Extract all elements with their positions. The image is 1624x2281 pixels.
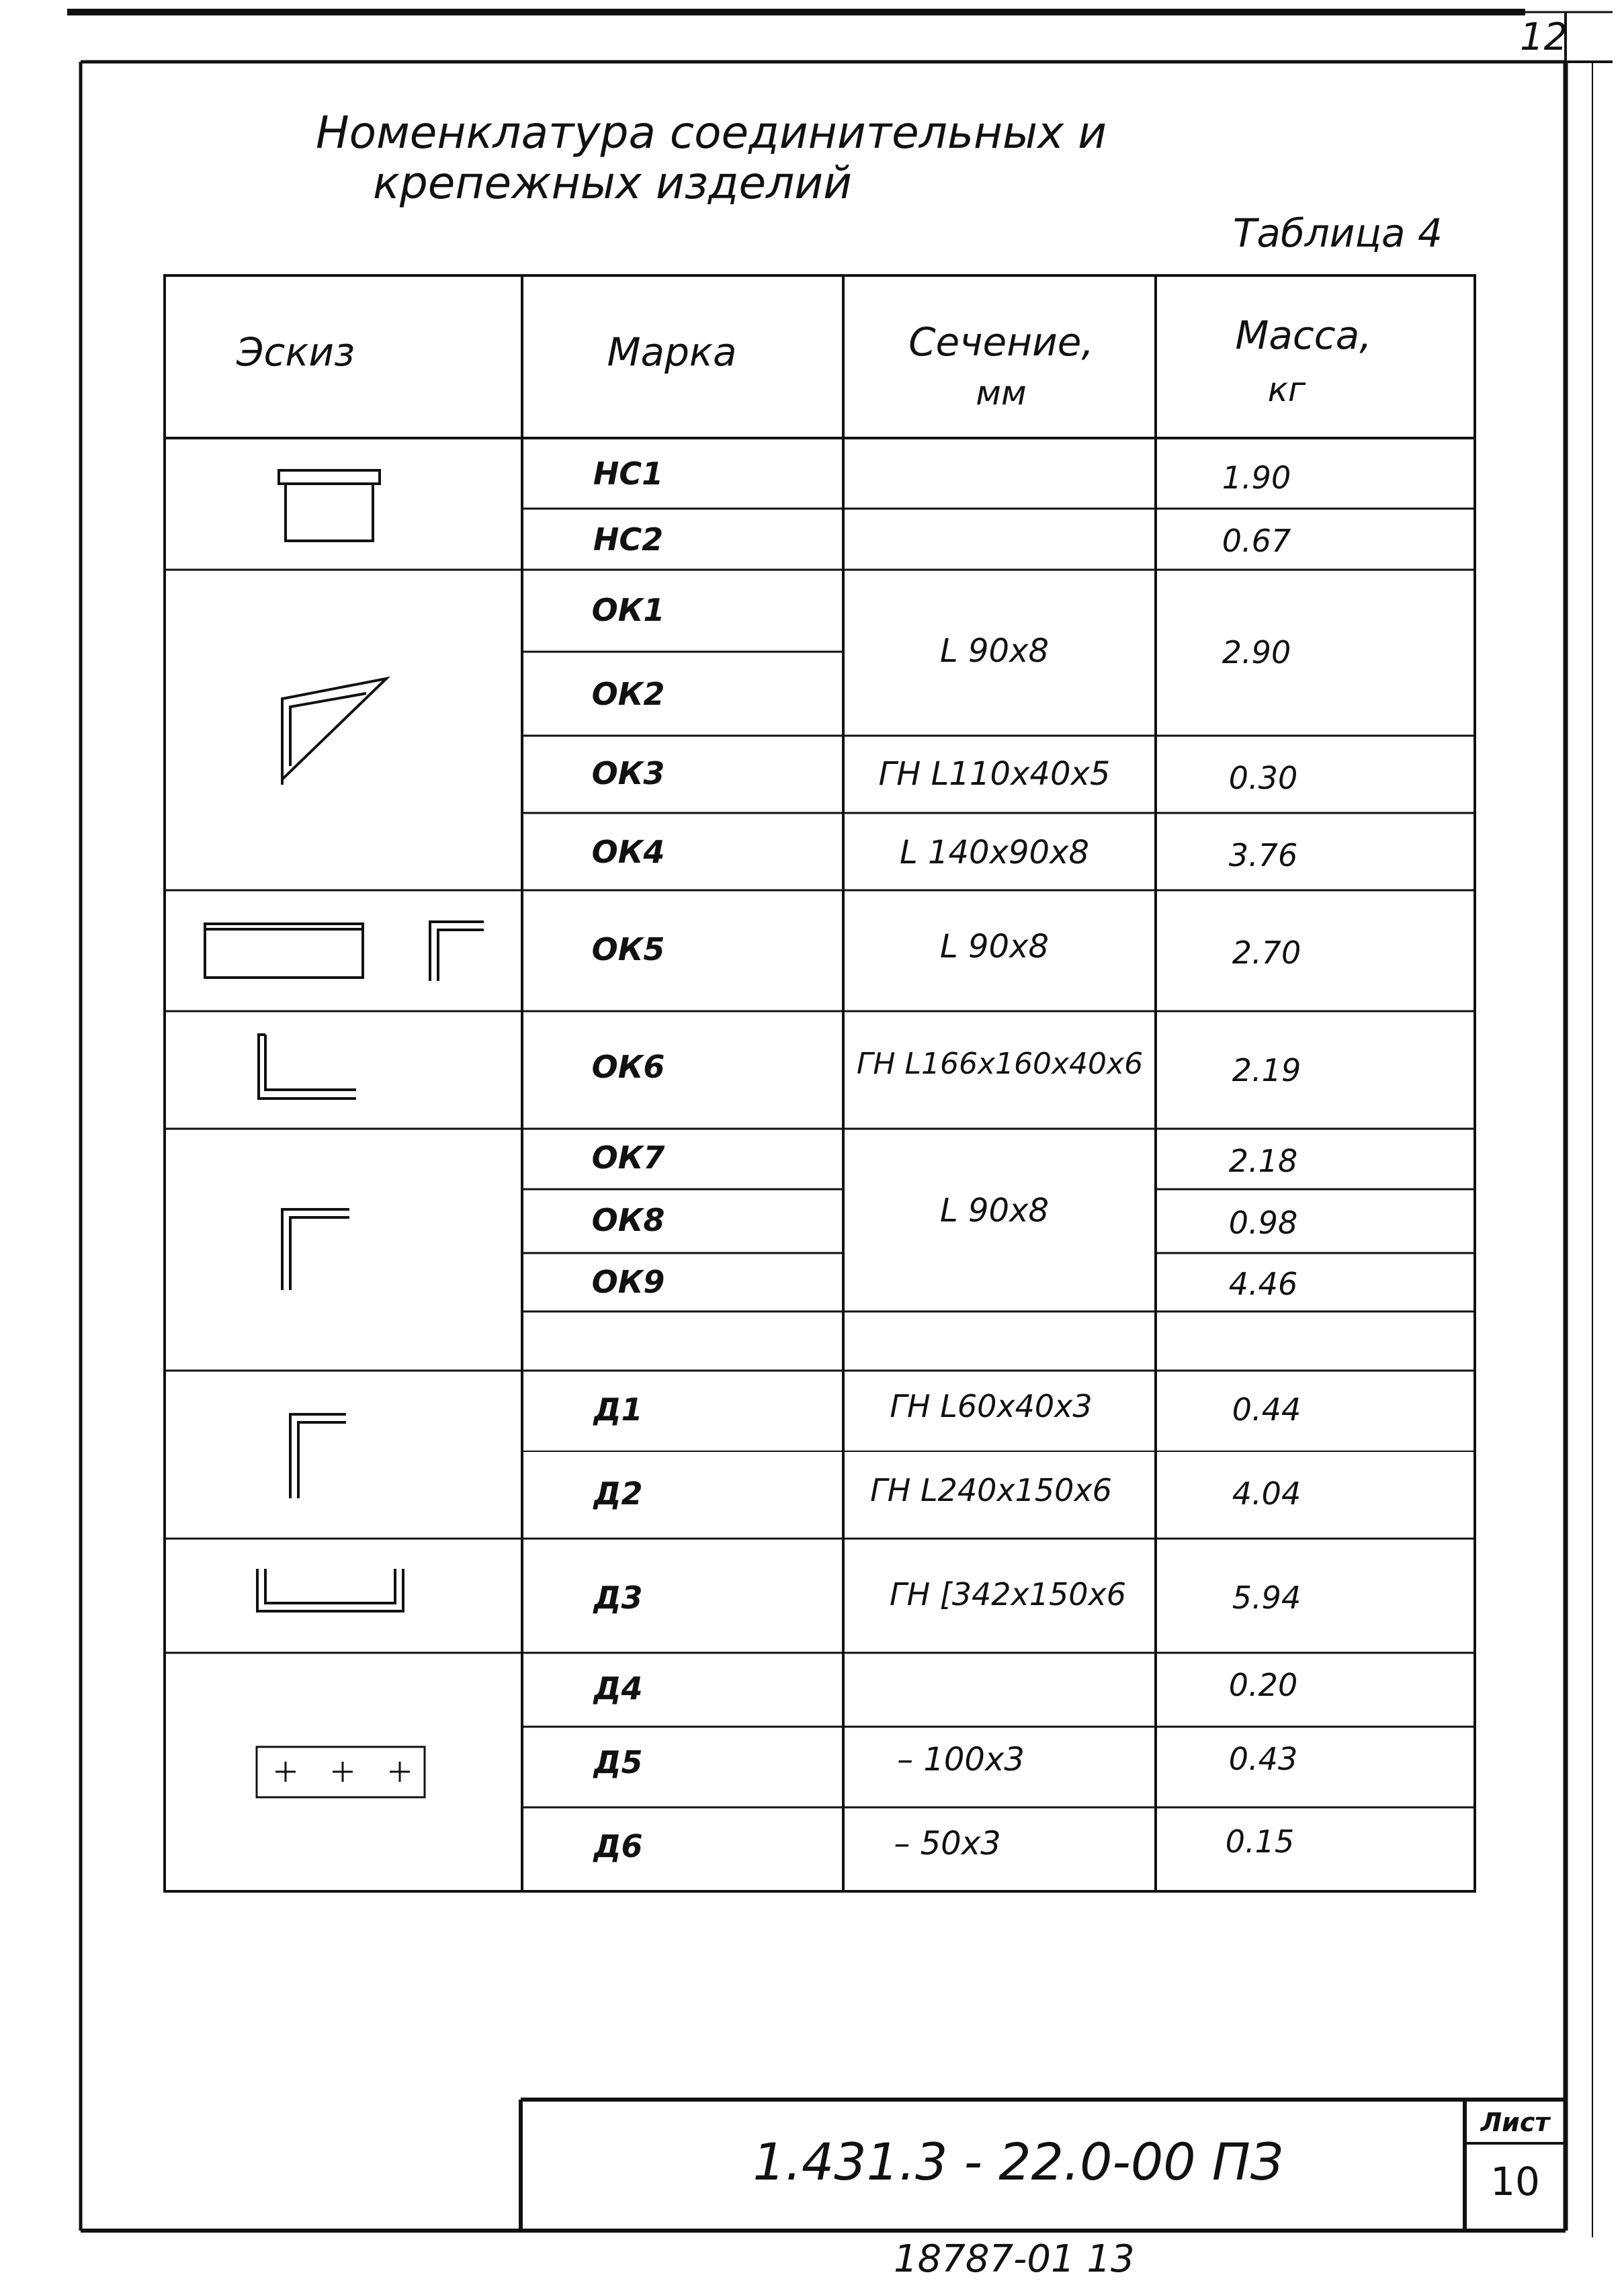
row-mark: Д2	[593, 1475, 643, 1512]
row-mass: 2.19	[1232, 1052, 1301, 1088]
row-mark: ОК3	[591, 755, 665, 791]
perforated-strip-icon	[257, 1747, 425, 1797]
row-mass: 0.20	[1228, 1667, 1298, 1703]
row-section: L 90x8	[939, 928, 1050, 965]
bottom-inventory-number: 18787-01 13	[894, 2237, 1135, 2281]
row-mass: 4.46	[1228, 1266, 1298, 1302]
angle-profile-icon	[290, 1414, 346, 1498]
row-mass: 2.70	[1232, 935, 1301, 971]
row-mark: Д6	[593, 1828, 643, 1864]
table-label: Таблица 4	[1233, 210, 1443, 256]
row-mass: 0.15	[1225, 1823, 1295, 1860]
row-mark: ОК6	[591, 1049, 665, 1085]
row-mass: 0.98	[1228, 1205, 1298, 1241]
document-title-line1: Номенклатура соединительных и	[316, 107, 1107, 159]
row-section: ГН L240x150x6	[870, 1472, 1112, 1508]
document-designation: 1.431.3 - 22.0-00 ПЗ	[753, 2132, 1283, 2192]
merged-mass-ok1-ok2: 2.90	[1222, 634, 1291, 671]
document-title-line2: крепежных изделий	[373, 157, 853, 209]
channel-bent-icon	[259, 1035, 356, 1099]
row-section: ГН L110x40x5	[878, 755, 1111, 793]
row-mark: НС1	[593, 456, 664, 492]
merged-section-ok1-ok2: L 90x8	[939, 632, 1050, 670]
row-section: L 140x90x8	[899, 834, 1090, 871]
row-section: ГН [342x150x6	[889, 1576, 1127, 1612]
row-section: – 50x3	[894, 1825, 1001, 1862]
header-mass-line1: Масса,	[1235, 312, 1372, 358]
bracket-triangle-icon	[282, 679, 386, 785]
row-mass: 0.44	[1232, 1391, 1301, 1428]
row-section: – 100x3	[897, 1741, 1025, 1778]
row-mark: Д1	[593, 1391, 643, 1428]
row-mark: ОК1	[591, 592, 665, 628]
row-mass: 5.94	[1232, 1580, 1301, 1616]
row-section: ГН L166x160x40x6	[856, 1047, 1144, 1081]
row-mark: ОК9	[591, 1264, 665, 1300]
angle-profile-icon	[430, 922, 484, 981]
row-mass: 0.67	[1222, 523, 1291, 559]
row-mark: НС2	[593, 521, 664, 558]
page-number: 12	[1520, 15, 1568, 59]
row-mass: 2.18	[1228, 1143, 1298, 1179]
header-sketch: Эскиз	[237, 329, 355, 375]
rect-plate-icon	[205, 924, 363, 978]
header-mass-line2: кг	[1267, 370, 1306, 409]
row-mark: ОК2	[591, 676, 665, 712]
row-mass: 1.90	[1222, 460, 1291, 496]
header-section-line1: Сечение,	[908, 319, 1094, 365]
row-mass: 0.43	[1228, 1741, 1298, 1777]
row-mark: Д3	[593, 1580, 643, 1616]
row-section: ГН L60x40x3	[890, 1388, 1093, 1424]
row-mark: ОК7	[591, 1139, 665, 1176]
row-mark: ОК4	[591, 834, 665, 870]
row-mark: ОК5	[591, 931, 665, 967]
row-mark: ОК8	[591, 1202, 665, 1238]
angle-profile-icon	[282, 1209, 349, 1290]
header-section-line2: мм	[976, 374, 1027, 413]
hood-profile-icon	[279, 470, 380, 541]
row-mass: 3.76	[1228, 837, 1298, 873]
sheet-number: 10	[1490, 2159, 1540, 2204]
merged-section-ok7-ok9: L 90x8	[939, 1192, 1050, 1230]
header-mark: Марка	[607, 329, 737, 375]
channel-u-icon	[257, 1569, 403, 1611]
row-mark: Д4	[593, 1670, 643, 1707]
sheet-label: Лист	[1480, 2108, 1550, 2137]
row-mass: 0.30	[1228, 760, 1298, 796]
row-mass: 4.04	[1232, 1475, 1301, 1512]
row-mark: Д5	[593, 1744, 643, 1780]
